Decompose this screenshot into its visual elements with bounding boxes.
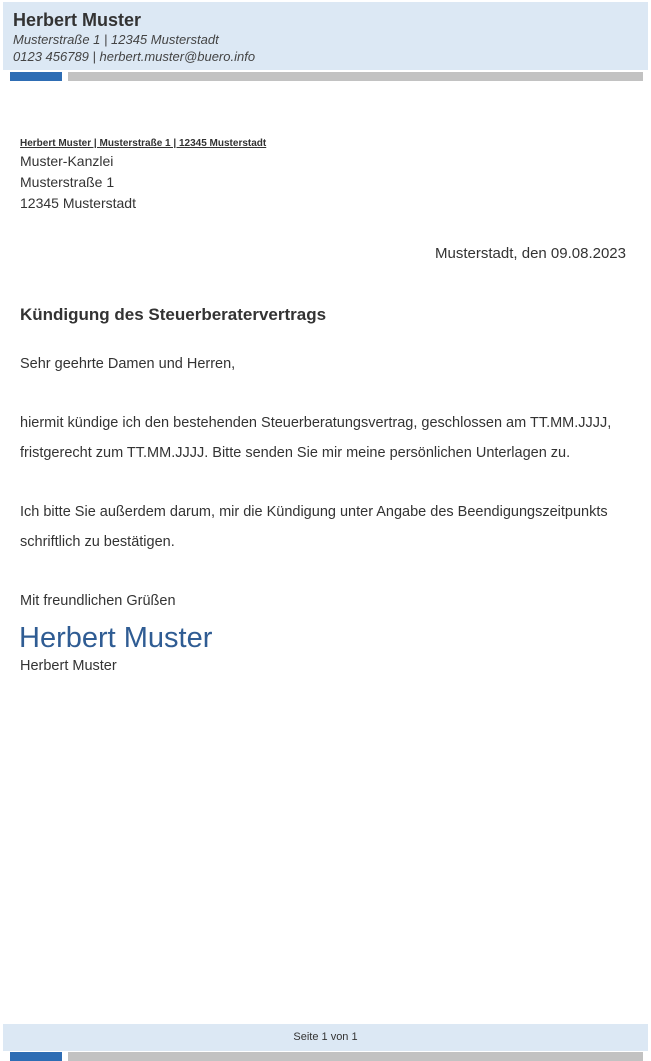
signer-name: Herbert Muster <box>20 658 117 674</box>
letter-salutation: Sehr geehrte Damen und Herren, <box>20 356 236 372</box>
letter-closing: Mit freundlichen Grüßen <box>20 593 176 609</box>
recipient-name: Muster-Kanzlei <box>20 153 114 169</box>
recipient-city: 12345 Musterstadt <box>20 195 136 211</box>
letter-date: Musterstadt, den 09.08.2023 <box>435 245 626 262</box>
footer-divider-bar <box>68 1052 643 1061</box>
paragraph-2-line-1: Ich bitte Sie außerdem darum, mir die Kündigung unter Angabe des Beendigungszeitpunkts <box>20 504 608 520</box>
paragraph-1-line-1: hiermit kündige ich den bestehenden Steuerberatungsvertrag, geschlossen am TT.MM.JJJJ, <box>20 415 612 431</box>
signature: Herbert Muster <box>19 622 213 654</box>
page-number: Seite 1 von 1 <box>293 1031 358 1043</box>
header-divider-bar <box>68 72 643 81</box>
letterhead-contact: 0123 456789 | herbert.muster@buero.info <box>13 49 256 64</box>
letterhead-name: Herbert Muster <box>13 10 142 30</box>
sender-return-address: Herbert Muster | Musterstraße 1 | 12345 Musterstadt <box>20 138 267 149</box>
paragraph-2-line-2: schriftlich zu bestätigen. <box>20 534 175 550</box>
recipient-street: Musterstraße 1 <box>20 174 115 190</box>
letter-subject: Kündigung des Steuerberatervertrags <box>20 305 327 324</box>
footer-accent-bar <box>10 1052 62 1061</box>
header-accent-bar <box>10 72 62 81</box>
letterhead-address: Musterstraße 1 | 12345 Musterstadt <box>13 32 219 47</box>
paragraph-1-line-2: fristgerecht zum TT.MM.JJJJ. Bitte senden Sie mir meine persönlichen Unterlagen zu. <box>20 445 571 461</box>
